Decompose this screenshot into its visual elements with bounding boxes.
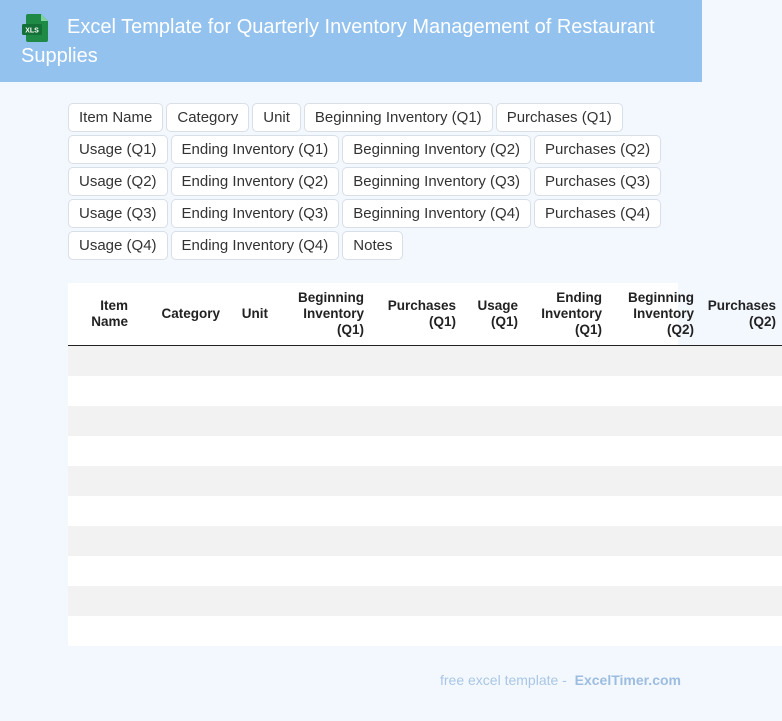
table-cell[interactable] (274, 496, 370, 526)
table-cell[interactable] (462, 616, 524, 646)
table-cell[interactable] (608, 526, 700, 556)
table-cell[interactable] (608, 616, 700, 646)
table-cell[interactable] (524, 436, 608, 466)
column-chip[interactable]: Usage (Q1) (68, 135, 168, 164)
table-cell[interactable] (608, 376, 700, 406)
table-cell[interactable] (524, 496, 608, 526)
table-cell[interactable] (700, 496, 782, 526)
table-cell[interactable] (134, 526, 226, 556)
table-cell[interactable] (608, 586, 700, 616)
table-cell[interactable] (700, 586, 782, 616)
page-title: Excel Template for Quarterly Inventory Management of Restaurant Supplies (21, 16, 655, 67)
table-cell[interactable] (700, 406, 782, 436)
table-cell[interactable] (274, 436, 370, 466)
footer-brand-link[interactable]: ExcelTimer.com (574, 672, 681, 688)
table-cell[interactable] (700, 346, 782, 377)
table-cell[interactable] (608, 346, 700, 377)
table-cell[interactable] (700, 556, 782, 586)
table-cell[interactable] (524, 376, 608, 406)
table-cell[interactable] (134, 376, 226, 406)
table-row (68, 586, 782, 616)
table-cell[interactable] (462, 436, 524, 466)
table-cell[interactable] (226, 466, 274, 496)
column-chip[interactable]: Beginning Inventory (Q2) (342, 135, 531, 164)
column-chip[interactable]: Purchases (Q4) (534, 199, 661, 228)
table-cell[interactable] (462, 496, 524, 526)
table-cell[interactable] (462, 346, 524, 377)
column-header: Beginning Inventory (Q1) (274, 283, 370, 346)
table-cell[interactable] (370, 496, 462, 526)
column-chip[interactable]: Usage (Q4) (68, 231, 168, 260)
table-cell[interactable] (700, 376, 782, 406)
table-row (68, 436, 782, 466)
table-cell[interactable] (700, 466, 782, 496)
table-cell[interactable] (462, 556, 524, 586)
table-cell[interactable] (608, 406, 700, 436)
table-cell[interactable] (274, 526, 370, 556)
column-chip[interactable]: Category (166, 103, 249, 132)
column-chip[interactable]: Unit (252, 103, 301, 132)
table-cell[interactable] (68, 376, 134, 406)
table-cell[interactable] (608, 466, 700, 496)
table-row (68, 406, 782, 436)
table-cell[interactable] (462, 406, 524, 436)
table-row (68, 616, 782, 646)
table-cell[interactable] (134, 406, 226, 436)
inventory-table (68, 283, 776, 646)
column-chip[interactable]: Beginning Inventory (Q1) (304, 103, 493, 132)
table-cell[interactable] (68, 466, 134, 496)
table-row (68, 346, 782, 377)
table-cell[interactable] (462, 466, 524, 496)
table-cell[interactable] (68, 556, 134, 586)
column-header: Item Name (68, 283, 134, 346)
table-cell[interactable] (370, 616, 462, 646)
table-cell[interactable] (274, 616, 370, 646)
column-chip[interactable]: Usage (Q3) (68, 199, 168, 228)
column-chip[interactable]: Item Name (68, 103, 163, 132)
table-cell[interactable] (226, 526, 274, 556)
column-chip[interactable]: Ending Inventory (Q1) (171, 135, 340, 164)
column-chip[interactable]: Beginning Inventory (Q3) (342, 167, 531, 196)
table-cell[interactable] (462, 526, 524, 556)
column-chip[interactable]: Ending Inventory (Q3) (171, 199, 340, 228)
table-row (68, 526, 782, 556)
column-header: Purchases (Q2) (700, 283, 782, 346)
table-cell[interactable] (700, 526, 782, 556)
column-header: Category (134, 283, 226, 346)
table-cell[interactable] (226, 436, 274, 466)
table-cell[interactable] (370, 556, 462, 586)
table-cell[interactable] (700, 616, 782, 646)
table-cell[interactable] (462, 376, 524, 406)
table-cell[interactable] (462, 586, 524, 616)
logo-text: XLS (25, 27, 39, 35)
table-cell[interactable] (134, 346, 226, 377)
table-cell[interactable] (524, 556, 608, 586)
table-cell[interactable] (274, 586, 370, 616)
table-cell[interactable] (68, 586, 134, 616)
table-cell[interactable] (274, 406, 370, 436)
table-cell[interactable] (274, 466, 370, 496)
table-cell[interactable] (226, 586, 274, 616)
column-chip[interactable]: Notes (342, 231, 403, 260)
table-cell[interactable] (134, 586, 226, 616)
table-cell[interactable] (226, 376, 274, 406)
column-header: Ending Inventory (Q1) (524, 283, 608, 346)
header-banner (0, 0, 702, 82)
table-cell[interactable] (608, 556, 700, 586)
table-cell[interactable] (68, 496, 134, 526)
table-cell[interactable] (134, 616, 226, 646)
table-cell[interactable] (370, 346, 462, 377)
table-cell[interactable] (226, 616, 274, 646)
footer-prefix: free excel template - (440, 672, 567, 688)
column-list (68, 103, 668, 260)
table-cell[interactable] (226, 496, 274, 526)
table-cell[interactable] (370, 586, 462, 616)
column-header: Unit (226, 283, 274, 346)
table-cell[interactable] (68, 406, 134, 436)
table-cell[interactable] (68, 436, 134, 466)
table-cell[interactable] (524, 526, 608, 556)
table-cell[interactable] (134, 496, 226, 526)
table-cell[interactable] (68, 526, 134, 556)
footer (440, 672, 681, 688)
table-cell[interactable] (370, 406, 462, 436)
table-row (68, 376, 782, 406)
column-chip[interactable]: Purchases (Q1) (496, 103, 623, 132)
table-cell[interactable] (524, 616, 608, 646)
table-header-row (68, 283, 782, 346)
column-chip[interactable]: Purchases (Q3) (534, 167, 661, 196)
table-cell[interactable] (370, 526, 462, 556)
table-cell[interactable] (274, 346, 370, 377)
table-cell[interactable] (608, 436, 700, 466)
table-row (68, 466, 782, 496)
column-chip[interactable]: Ending Inventory (Q4) (171, 231, 340, 260)
column-header: Usage (Q1) (462, 283, 524, 346)
table-cell[interactable] (524, 586, 608, 616)
table-cell[interactable] (68, 346, 134, 377)
column-chip[interactable]: Purchases (Q2) (534, 135, 661, 164)
table-cell[interactable] (226, 346, 274, 377)
table-cell[interactable] (68, 616, 134, 646)
table-cell[interactable] (274, 556, 370, 586)
table-cell[interactable] (226, 556, 274, 586)
table-cell[interactable] (524, 466, 608, 496)
column-chip[interactable]: Ending Inventory (Q2) (171, 167, 340, 196)
table-cell[interactable] (608, 496, 700, 526)
table-cell[interactable] (134, 436, 226, 466)
column-header: Purchases (Q1) (370, 283, 462, 346)
table-cell[interactable] (134, 466, 226, 496)
column-chip[interactable]: Usage (Q2) (68, 167, 168, 196)
table-cell[interactable] (134, 556, 226, 586)
table-cell[interactable] (370, 376, 462, 406)
table-row (68, 496, 782, 526)
table-cell[interactable] (274, 376, 370, 406)
table-row (68, 556, 782, 586)
table-cell[interactable] (370, 466, 462, 496)
column-chip[interactable]: Beginning Inventory (Q4) (342, 199, 531, 228)
column-header: Beginning Inventory (Q2) (608, 283, 700, 346)
table-cell[interactable] (370, 436, 462, 466)
table-cell[interactable] (700, 436, 782, 466)
table-cell[interactable] (226, 406, 274, 436)
table-cell[interactable] (524, 406, 608, 436)
table-cell[interactable] (524, 346, 608, 377)
